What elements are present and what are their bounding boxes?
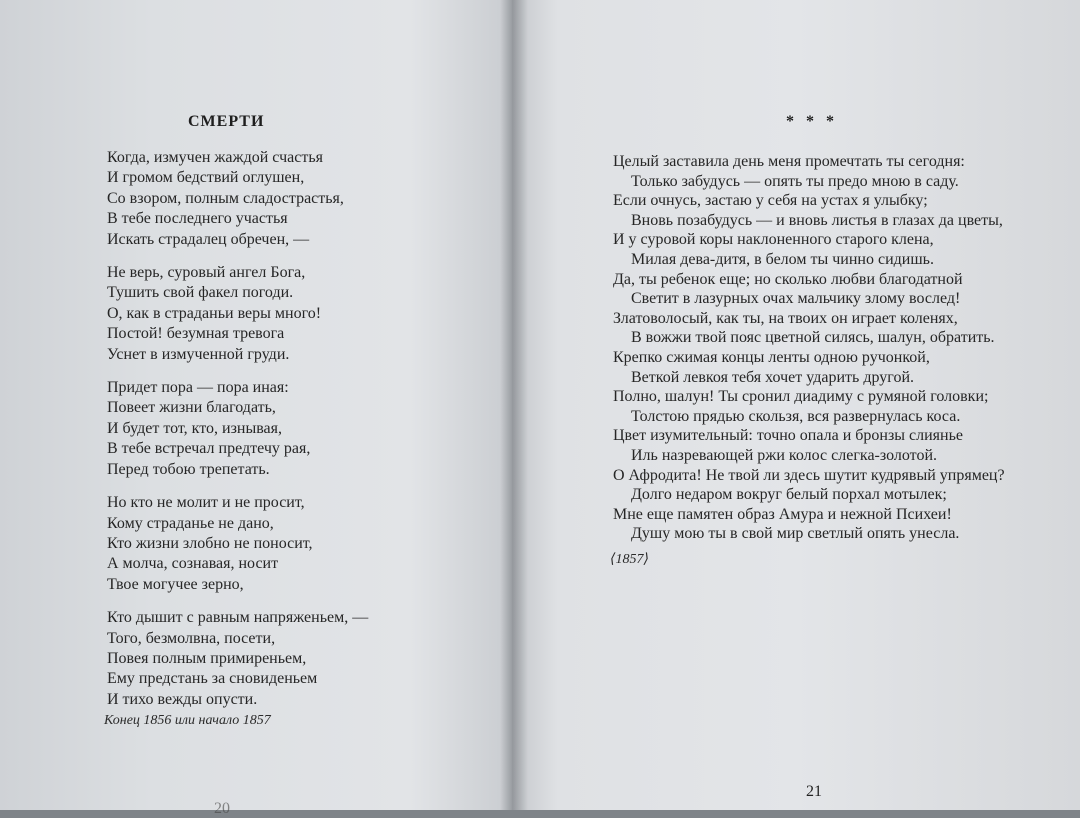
poem-title-right: * * * <box>786 113 838 130</box>
stanza <box>107 493 487 595</box>
stanza <box>107 378 487 480</box>
poem-line: Милая дева-дитя, в белом ты чинно сидишь. <box>631 250 934 268</box>
poem-line: Только забудусь — опять ты предо мною в саду. <box>631 172 959 190</box>
poem-line: Вновь позабудусь — и вновь листья в глазах да цветы, <box>631 211 1003 229</box>
poem-line: Того, безмолвна, посети, <box>107 629 276 647</box>
poem-line: О, как в страданьи веры много! <box>107 304 322 322</box>
book-gutter <box>500 0 528 810</box>
poem-line: Искать страдалец обречен, — <box>107 230 310 248</box>
poem-line: В тебе встречал предтечу рая, <box>107 440 311 458</box>
poem-line: Долго недаром вокруг белый порхал мотылек; <box>631 486 947 504</box>
poem-line: Душу мою ты в свой мир светлый опять унесла. <box>631 525 960 543</box>
poem-line: Когда, измучен жаждой счастья <box>107 149 323 166</box>
poem-line: И громом бедствий оглушен, <box>107 169 305 187</box>
poem-line: В тебе последнего участья <box>107 210 288 228</box>
poem-left <box>107 148 487 723</box>
poem-line: Златоволосый, как ты, на твоих он играет коленях, <box>613 309 958 327</box>
poem-line: Веткой левкоя тебя хочет ударить другой. <box>631 368 914 386</box>
poem-line: Уснет в измученной груди. <box>107 345 290 363</box>
poem-date-right: ⟨1857⟩ <box>610 552 649 567</box>
poem-line: Крепко сжимая концы ленты одною ручонкой, <box>613 348 930 366</box>
poem-line: Если очнусь, застаю у себя на устах я улыбку; <box>613 192 928 210</box>
poem-line: Мне еще памятен образ Амура и нежной Психеи! <box>613 505 952 523</box>
poem-line: Придет пора — пора иная: <box>107 379 289 397</box>
poem-title-left: СМЕРТИ <box>188 113 265 130</box>
poem-line: И у суровой коры наклоненного старого клена, <box>613 231 934 249</box>
poem-line: Кто дышит с равным напряженьем, — <box>107 609 369 627</box>
poem-right <box>613 152 1053 544</box>
poem-line: Кому страданье не дано, <box>107 514 274 532</box>
poem-line: Целый заставила день меня промечтать ты сегодня: <box>613 153 965 170</box>
stanza <box>107 148 487 250</box>
poem-line: Толстою прядью скользя, вся развернулась коса. <box>631 407 961 425</box>
poem-line: Повеет жизни благодать, <box>107 399 276 417</box>
poem-line: Твое могучее зерно, <box>107 575 244 593</box>
poem-line: Ему предстань за сновиденьем <box>107 670 318 688</box>
poem-line: И будет тот, кто, изнывая, <box>107 419 283 437</box>
stanza <box>107 263 487 365</box>
poem-line: Иль назревающей ржи колос слегка-золотой. <box>631 446 937 464</box>
poem-line: Тушить свой факел погоди. <box>107 284 294 302</box>
poem-line: Но кто не молит и не просит, <box>107 494 305 512</box>
page-number-right: 21 <box>806 783 822 800</box>
poem-line: Не верь, суровый ангел Бога, <box>107 264 306 282</box>
stanza <box>107 608 487 710</box>
poem-line: Цвет изумительный: точно опала и бронзы слиянье <box>613 427 963 445</box>
poem-line: Повея полным примиреньем, <box>107 649 307 667</box>
poem-date-left: Конец 1856 или начало 1857 <box>104 713 271 728</box>
poem-line: А молча, сознавая, носит <box>107 555 279 573</box>
poem-line: Да, ты ребенок еще; но сколько любви благодатной <box>613 270 963 288</box>
page-number-left: 20 <box>214 800 230 817</box>
poem-line: Кто жизни злобно не поносит, <box>107 534 313 552</box>
poem-line: Постой! безумная тревога <box>107 325 285 343</box>
poem-line: О Афродита! Не твой ли здесь шутит кудрявый упрямец? <box>613 466 1005 484</box>
poem-line: И тихо вежды опусти. <box>107 690 258 708</box>
poem-line: Полно, шалун! Ты сронил диадиму с румяной головки; <box>613 388 989 406</box>
poem-line: Со взором, полным сладострастья, <box>107 189 344 207</box>
poem-line: Перед тобою трепетать. <box>107 460 270 478</box>
poem-line: Светит в лазурных очах мальчику злому вослед! <box>631 290 961 308</box>
poem-line: В вожжи твой пояс цветной силясь, шалун, обратить. <box>631 329 995 347</box>
